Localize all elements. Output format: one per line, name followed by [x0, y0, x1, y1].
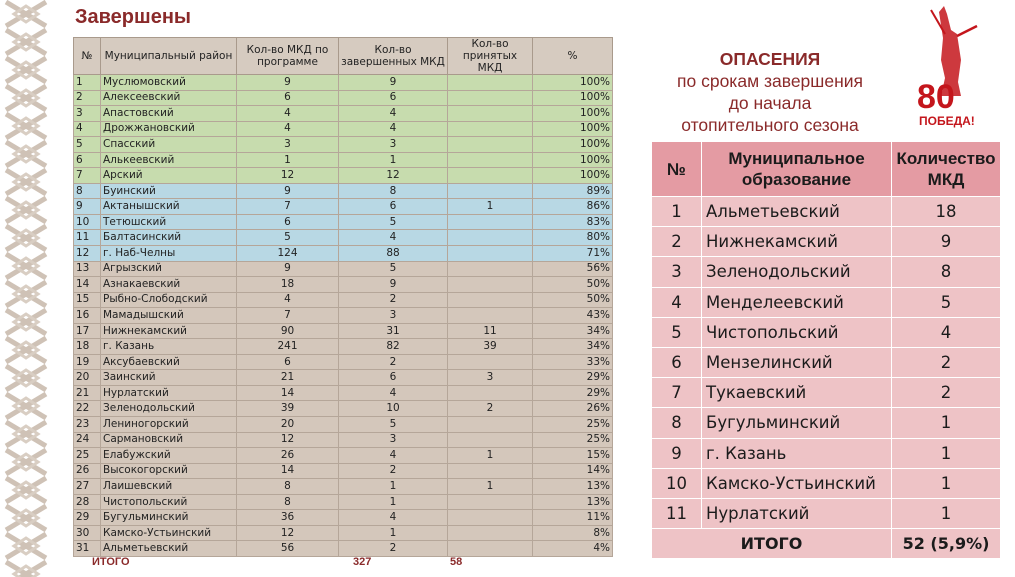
district-name: Чистопольский: [101, 494, 237, 510]
table-row: [74, 230, 613, 246]
program-count: 6: [237, 214, 339, 230]
program-count: 21: [237, 370, 339, 386]
row-number: 31: [74, 541, 101, 557]
completed-count: 4: [339, 385, 448, 401]
district-name: Тетюшский: [101, 214, 237, 230]
accepted-count: [448, 292, 533, 308]
mkd-count: 9: [892, 227, 1001, 257]
percent-value: 8%: [533, 525, 613, 541]
table-row: [74, 385, 613, 401]
row-number: 10: [74, 214, 101, 230]
row-number: 17: [74, 323, 101, 339]
row-number: 11: [652, 498, 702, 528]
row-number: 12: [74, 246, 101, 262]
row-number: 4: [74, 121, 101, 137]
program-count: 90: [237, 323, 339, 339]
table-row: [74, 525, 613, 541]
program-count: 6: [237, 90, 339, 106]
percent-value: 43%: [533, 308, 613, 324]
row-number: 3: [652, 257, 702, 287]
district-name: Балтасинский: [101, 230, 237, 246]
col-district: Муниципальный район: [101, 38, 237, 75]
program-count: 8: [237, 494, 339, 510]
district-name: Аксубаевский: [101, 354, 237, 370]
percent-value: 50%: [533, 292, 613, 308]
municipality-name: Бугульминский: [702, 408, 892, 438]
table-row: [74, 417, 613, 433]
district-name: Лаишевский: [101, 479, 237, 495]
percent-value: 89%: [533, 183, 613, 199]
col-accepted: Кол-во принятых МКД: [448, 38, 533, 75]
table-row: [74, 106, 613, 122]
table-row: [74, 261, 613, 277]
program-count: 26: [237, 448, 339, 464]
completed-count: 88: [339, 246, 448, 262]
percent-value: 80%: [533, 230, 613, 246]
accepted-count: [448, 308, 533, 324]
table-row: [652, 317, 1001, 347]
mkd-count: 2: [892, 378, 1001, 408]
table-row: [74, 448, 613, 464]
percent-value: 86%: [533, 199, 613, 215]
program-count: 4: [237, 292, 339, 308]
table-row: [74, 214, 613, 230]
row-number: 26: [74, 463, 101, 479]
percent-value: 100%: [533, 90, 613, 106]
municipality-name: г. Казань: [702, 438, 892, 468]
concerns-heading-line: по срокам завершения: [677, 71, 863, 91]
row-number: 15: [74, 292, 101, 308]
program-count: 12: [237, 432, 339, 448]
program-count: 18: [237, 277, 339, 293]
concerns-heading: [652, 48, 888, 136]
page-title: Завершены: [75, 6, 191, 28]
municipality-name: Нижнекамский: [702, 227, 892, 257]
total-label: ИТОГО: [92, 556, 130, 568]
district-name: Агрызский: [101, 261, 237, 277]
table-row: [652, 408, 1001, 438]
total-completed: 327: [353, 556, 372, 568]
row-number: 28: [74, 494, 101, 510]
row-number: 24: [74, 432, 101, 448]
accepted-count: 11: [448, 323, 533, 339]
table-row: [74, 479, 613, 495]
percent-value: 26%: [533, 401, 613, 417]
row-number: 5: [74, 137, 101, 153]
row-number: 4: [652, 287, 702, 317]
row-number: 20: [74, 370, 101, 386]
table-row: [74, 370, 613, 386]
completed-count: 4: [339, 510, 448, 526]
col-percent: %: [533, 38, 613, 75]
program-count: 20: [237, 417, 339, 433]
accepted-count: [448, 417, 533, 433]
completed-count: 4: [339, 106, 448, 122]
row-number: 7: [74, 168, 101, 184]
row-number: 29: [74, 510, 101, 526]
municipality-name: Нурлатский: [702, 498, 892, 528]
total-accepted: 58: [450, 556, 463, 568]
row-number: 6: [652, 347, 702, 377]
mkd-count: 4: [892, 317, 1001, 347]
table-row: [652, 347, 1001, 377]
municipality-name: Чистопольский: [702, 317, 892, 347]
program-count: 9: [237, 183, 339, 199]
table-row: [74, 401, 613, 417]
accepted-count: [448, 75, 533, 91]
accepted-count: [448, 541, 533, 557]
completed-count: 6: [339, 90, 448, 106]
accepted-count: 1: [448, 479, 533, 495]
concerns-table-header: [652, 142, 1001, 197]
mkd-count: 1: [892, 408, 1001, 438]
district-name: Спасский: [101, 137, 237, 153]
table-row: [74, 292, 613, 308]
row-number: 8: [74, 183, 101, 199]
col-number: №: [74, 38, 101, 75]
table-row: [74, 510, 613, 526]
row-number: 11: [74, 230, 101, 246]
program-count: 14: [237, 463, 339, 479]
table-row: [74, 323, 613, 339]
municipality-name: Мензелинский: [702, 347, 892, 377]
percent-value: 83%: [533, 214, 613, 230]
completed-count: 2: [339, 541, 448, 557]
program-count: 4: [237, 121, 339, 137]
program-count: 7: [237, 308, 339, 324]
row-number: 6: [74, 152, 101, 168]
district-name: Зеленодольский: [101, 401, 237, 417]
table-row: [74, 541, 613, 557]
row-number: 10: [652, 468, 702, 498]
row-number: 8: [652, 408, 702, 438]
completed-count: 2: [339, 292, 448, 308]
percent-value: 25%: [533, 417, 613, 433]
percent-value: 100%: [533, 168, 613, 184]
accepted-count: [448, 525, 533, 541]
district-name: г. Казань: [101, 339, 237, 355]
accepted-count: [448, 432, 533, 448]
municipality-name: Зеленодольский: [702, 257, 892, 287]
row-number: 18: [74, 339, 101, 355]
percent-value: 33%: [533, 354, 613, 370]
accepted-count: [448, 230, 533, 246]
total-row: [652, 529, 1001, 559]
percent-value: 4%: [533, 541, 613, 557]
row-number: 21: [74, 385, 101, 401]
completed-count: 1: [339, 525, 448, 541]
accepted-count: [448, 494, 533, 510]
completed-count: 3: [339, 308, 448, 324]
row-number: 1: [652, 197, 702, 227]
completed-count: 2: [339, 463, 448, 479]
row-number: 2: [652, 227, 702, 257]
row-number: 25: [74, 448, 101, 464]
row-number: 2: [74, 90, 101, 106]
percent-value: 34%: [533, 339, 613, 355]
completed-count: 31: [339, 323, 448, 339]
accepted-count: [448, 183, 533, 199]
accepted-count: 1: [448, 448, 533, 464]
percent-value: 25%: [533, 432, 613, 448]
victory-80-logo: [911, 4, 991, 130]
concerns-heading-line: отопительного сезона: [681, 115, 859, 135]
municipality-name: Камско-Устьинский: [702, 468, 892, 498]
completed-table: [73, 37, 613, 557]
percent-value: 29%: [533, 385, 613, 401]
program-count: 7: [237, 199, 339, 215]
table-row: [74, 168, 613, 184]
percent-value: 29%: [533, 370, 613, 386]
program-count: 1: [237, 152, 339, 168]
logo-number: 80: [917, 78, 955, 116]
mkd-count: 1: [892, 438, 1001, 468]
accepted-count: [448, 354, 533, 370]
accepted-count: [448, 214, 533, 230]
completed-count: 3: [339, 432, 448, 448]
program-count: 36: [237, 510, 339, 526]
accepted-count: [448, 277, 533, 293]
program-count: 8: [237, 479, 339, 495]
col-program: Кол-во МКД по программе: [237, 38, 339, 75]
district-name: Мамадышский: [101, 308, 237, 324]
row-number: 9: [652, 438, 702, 468]
municipality-name: Менделеевский: [702, 287, 892, 317]
table-row: [74, 246, 613, 262]
row-number: 23: [74, 417, 101, 433]
row-number: 5: [652, 317, 702, 347]
table-row: [74, 137, 613, 153]
table-row: [74, 121, 613, 137]
completed-count: 2: [339, 354, 448, 370]
completed-count: 3: [339, 137, 448, 153]
completed-count: 4: [339, 230, 448, 246]
completed-count: 82: [339, 339, 448, 355]
district-name: Муслюмовский: [101, 75, 237, 91]
row-number: 27: [74, 479, 101, 495]
table-row: [652, 287, 1001, 317]
accepted-count: [448, 137, 533, 153]
completed-count: 6: [339, 199, 448, 215]
district-name: Азнакаевский: [101, 277, 237, 293]
district-name: Сармановский: [101, 432, 237, 448]
mkd-count: 8: [892, 257, 1001, 287]
table-row: [652, 498, 1001, 528]
completed-table-header: [74, 38, 613, 75]
completed-count: 10: [339, 401, 448, 417]
concerns-heading-line: до начала: [728, 93, 812, 113]
percent-value: 13%: [533, 479, 613, 495]
percent-value: 50%: [533, 277, 613, 293]
program-count: 9: [237, 75, 339, 91]
table-row: [652, 438, 1001, 468]
completed-count: 12: [339, 168, 448, 184]
accepted-count: 3: [448, 370, 533, 386]
completed-count: 4: [339, 121, 448, 137]
completed-count: 8: [339, 183, 448, 199]
completed-count: 5: [339, 417, 448, 433]
percent-value: 100%: [533, 106, 613, 122]
total-label: ИТОГО: [652, 529, 892, 559]
municipality-name: Альметьевский: [702, 197, 892, 227]
row-number: 13: [74, 261, 101, 277]
municipality-name: Тукаевский: [702, 378, 892, 408]
mkd-count: 2: [892, 347, 1001, 377]
total-count: 52 (5,9%): [892, 529, 1001, 559]
district-name: Высокогорский: [101, 463, 237, 479]
program-count: 3: [237, 137, 339, 153]
table-row: [652, 227, 1001, 257]
program-count: 56: [237, 541, 339, 557]
decorative-ornament-border: [0, 0, 52, 577]
table-row: [74, 277, 613, 293]
district-name: Буинский: [101, 183, 237, 199]
row-number: 7: [652, 378, 702, 408]
row-number: 14: [74, 277, 101, 293]
row-number: 3: [74, 106, 101, 122]
percent-value: 56%: [533, 261, 613, 277]
district-name: Арский: [101, 168, 237, 184]
table-row: [74, 308, 613, 324]
table-row: [74, 354, 613, 370]
district-name: Дрожжановский: [101, 121, 237, 137]
program-count: 39: [237, 401, 339, 417]
row-number: 19: [74, 354, 101, 370]
district-name: Камско-Устьинский: [101, 525, 237, 541]
percent-value: 71%: [533, 246, 613, 262]
accepted-count: [448, 385, 533, 401]
completed-count: 5: [339, 261, 448, 277]
table-row: [74, 199, 613, 215]
mkd-count: 1: [892, 468, 1001, 498]
district-name: Алькеевский: [101, 152, 237, 168]
col-completed: Кол-во завершенных МКД: [339, 38, 448, 75]
program-count: 12: [237, 525, 339, 541]
accepted-count: [448, 90, 533, 106]
percent-value: 100%: [533, 121, 613, 137]
accepted-count: [448, 168, 533, 184]
completed-count: 5: [339, 214, 448, 230]
col-municipality: Муниципальное образование: [702, 142, 892, 197]
program-count: 14: [237, 385, 339, 401]
table-row: [74, 183, 613, 199]
district-name: Альметьевский: [101, 541, 237, 557]
row-number: 30: [74, 525, 101, 541]
accepted-count: [448, 510, 533, 526]
accepted-count: [448, 463, 533, 479]
accepted-count: [448, 121, 533, 137]
table-row: [74, 90, 613, 106]
row-number: 1: [74, 75, 101, 91]
percent-value: 11%: [533, 510, 613, 526]
percent-value: 100%: [533, 75, 613, 91]
accepted-count: [448, 152, 533, 168]
table-row: [652, 197, 1001, 227]
concerns-heading-line: ОПАСЕНИЯ: [719, 49, 821, 69]
program-count: 9: [237, 261, 339, 277]
percent-value: 14%: [533, 463, 613, 479]
program-count: 12: [237, 168, 339, 184]
table-row: [652, 378, 1001, 408]
table-row: [74, 339, 613, 355]
percent-value: 15%: [533, 448, 613, 464]
district-name: Заинский: [101, 370, 237, 386]
district-name: Нурлатский: [101, 385, 237, 401]
accepted-count: 39: [448, 339, 533, 355]
accepted-count: [448, 261, 533, 277]
col-number: №: [652, 142, 702, 197]
completed-count: 1: [339, 494, 448, 510]
completed-count: 6: [339, 370, 448, 386]
district-name: Лениногорский: [101, 417, 237, 433]
program-count: 6: [237, 354, 339, 370]
percent-value: 100%: [533, 137, 613, 153]
program-count: 241: [237, 339, 339, 355]
completed-count: 9: [339, 75, 448, 91]
district-name: Алексеевский: [101, 90, 237, 106]
table-row: [74, 152, 613, 168]
district-name: Бугульминский: [101, 510, 237, 526]
row-number: 16: [74, 308, 101, 324]
mkd-count: 5: [892, 287, 1001, 317]
mkd-count: 1: [892, 498, 1001, 528]
logo-text: ПОБЕДА!: [919, 114, 975, 128]
percent-value: 13%: [533, 494, 613, 510]
table-row: [74, 432, 613, 448]
accepted-count: 2: [448, 401, 533, 417]
district-name: Нижнекамский: [101, 323, 237, 339]
col-count: Количество МКД: [892, 142, 1001, 197]
mkd-count: 18: [892, 197, 1001, 227]
district-name: г. Наб-Челны: [101, 246, 237, 262]
table-row: [74, 463, 613, 479]
program-count: 5: [237, 230, 339, 246]
row-number: 22: [74, 401, 101, 417]
district-name: Рыбно-Слободский: [101, 292, 237, 308]
completed-count: 1: [339, 479, 448, 495]
district-name: Апастовский: [101, 106, 237, 122]
accepted-count: [448, 106, 533, 122]
district-name: Актанышский: [101, 199, 237, 215]
table-row: [652, 468, 1001, 498]
table-row: [74, 494, 613, 510]
completed-count: 4: [339, 448, 448, 464]
program-count: 4: [237, 106, 339, 122]
completed-count: 1: [339, 152, 448, 168]
accepted-count: [448, 246, 533, 262]
row-number: 9: [74, 199, 101, 215]
program-count: 124: [237, 246, 339, 262]
table-row: [74, 75, 613, 91]
percent-value: 34%: [533, 323, 613, 339]
concerns-table: [651, 141, 1001, 559]
percent-value: 100%: [533, 152, 613, 168]
accepted-count: 1: [448, 199, 533, 215]
district-name: Елабужский: [101, 448, 237, 464]
completed-count: 9: [339, 277, 448, 293]
table-row: [652, 257, 1001, 287]
